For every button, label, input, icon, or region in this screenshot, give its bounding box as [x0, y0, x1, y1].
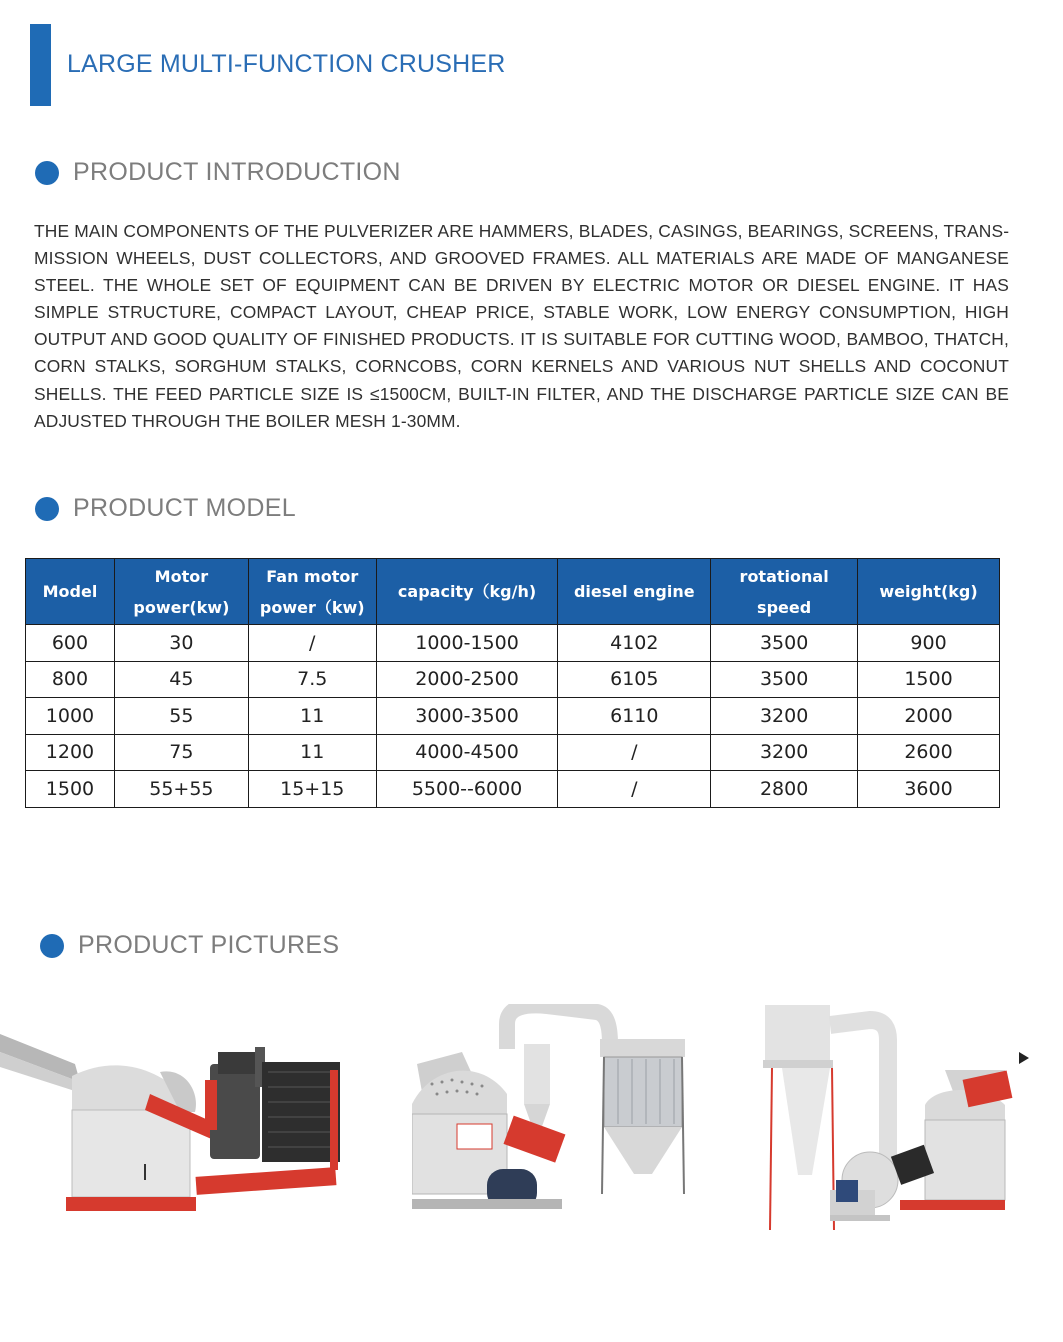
table-cell: 4000-4500: [376, 734, 558, 771]
table-cell: 2000-2500: [376, 661, 558, 698]
table-cell: 1000-1500: [376, 625, 558, 662]
introduction-text: THE MAIN COMPONENTS OF THE PULVERIZER ARE HAMMERS, BLADES, CASINGS, BEARINGS, SCREENS, TRANSMISSION WHEELS, DUST COLLECTORS, AND GROOVED FRAMES. ALL MATERIALS ARE MADE OF MANGANESE STEEL. THE WHOLE SET OF EQUIPMENT CAN BE DRIVEN BY ELECTRIC MOTOR OR DIESEL ENGINE. IT HAS SIMPLE STRUCTURE, COMPACT LAYOUT, CHEAP PRICE, STABLE WORK, LOW ENERGY CONSUMPTION, HIGH OUTPUT AND GOOD QUALITY OF FINISHED PRODUCTS. IT IS SUITABLE FOR CUTTING WOOD, BAMBOO, THATCH, CORN STALKS, SORGHUM STALKS, CORNCOBS, CORN KERNELS AND VARIOUS NUT SHELLS AND COCONUT SHELLS. THE FEED PARTICLE SIZE IS ≤1500CM, BUILT-IN FILTER, AND THE DISCHARGE PARTICLE SIZE CAN BE ADJUSTED THROUGH THE BOILER MESH 1-30MM.: [34, 221, 1009, 431]
table-cell: 3200: [711, 734, 858, 771]
section-introduction: [35, 158, 401, 187]
section-heading-pictures: PRODUCT PICTURES: [78, 931, 340, 959]
table-row: [26, 661, 1000, 698]
crusher-with-cyclone-photo: [760, 1000, 1020, 1240]
table-cell: /: [558, 771, 711, 808]
col-header-fan-motor-power: Fan motor power（kw): [248, 559, 376, 625]
table-cell: 2000: [858, 698, 1000, 735]
section-pictures: [40, 931, 339, 960]
bullet-dot-icon: [40, 934, 64, 958]
table-cell: 1200: [26, 734, 115, 771]
section-heading-model: PRODUCT MODEL: [73, 494, 296, 522]
table-cell: 55: [114, 698, 248, 735]
col-header-diesel-engine: diesel engine: [558, 559, 711, 625]
table-cell: 75: [114, 734, 248, 771]
model-spec-table: [25, 558, 1000, 808]
section-model: [35, 494, 296, 523]
table-cell: 3500: [711, 625, 858, 662]
table-cell: 11: [248, 734, 376, 771]
section-heading-introduction: PRODUCT INTRODUCTION: [73, 158, 401, 186]
page-title: LARGE MULTI-FUNCTION CRUSHER: [67, 50, 506, 78]
col-header-rotational-speed: rotational speed: [711, 559, 858, 625]
crusher-with-dust-collector-photo: [412, 1004, 702, 1234]
col-header-weight: weight(kg): [858, 559, 1000, 625]
table-cell: 6105: [558, 661, 711, 698]
table-row: [26, 771, 1000, 808]
bullet-dot-icon: [35, 161, 59, 185]
col-header-capacity: capacity（kg/h): [376, 559, 558, 625]
table-cell: 55+55: [114, 771, 248, 808]
product-pictures-gallery: [0, 992, 1063, 1252]
table-cell: 2800: [711, 771, 858, 808]
table-row: [26, 625, 1000, 662]
table-cell: 6110: [558, 698, 711, 735]
table-cell: 2600: [858, 734, 1000, 771]
table-cell: 3600: [858, 771, 1000, 808]
play-arrow-icon[interactable]: [1019, 1052, 1029, 1064]
table-cell: 3200: [711, 698, 858, 735]
table-cell: 1500: [26, 771, 115, 808]
table-cell: 4102: [558, 625, 711, 662]
title-accent-bar: [30, 24, 51, 106]
table-row: [26, 734, 1000, 771]
table-cell: 11: [248, 698, 376, 735]
table-cell: /: [248, 625, 376, 662]
table-cell: 1000: [26, 698, 115, 735]
table-cell: 3500: [711, 661, 858, 698]
col-header-motor-power: Motor power(kw): [114, 559, 248, 625]
table-cell: 800: [26, 661, 115, 698]
table-cell: 45: [114, 661, 248, 698]
table-cell: 900: [858, 625, 1000, 662]
table-cell: 7.5: [248, 661, 376, 698]
table-cell: 30: [114, 625, 248, 662]
table-row: [26, 698, 1000, 735]
table-cell: /: [558, 734, 711, 771]
table-cell: 600: [26, 625, 115, 662]
col-header-model: Model: [26, 559, 115, 625]
bullet-dot-icon: [35, 497, 59, 521]
crusher-with-diesel-engine-photo: [0, 1012, 350, 1232]
table-header-row: [26, 559, 1000, 625]
table-cell: 1500: [858, 661, 1000, 698]
table-cell: 5500--6000: [376, 771, 558, 808]
table-cell: 15+15: [248, 771, 376, 808]
table-cell: 3000-3500: [376, 698, 558, 735]
